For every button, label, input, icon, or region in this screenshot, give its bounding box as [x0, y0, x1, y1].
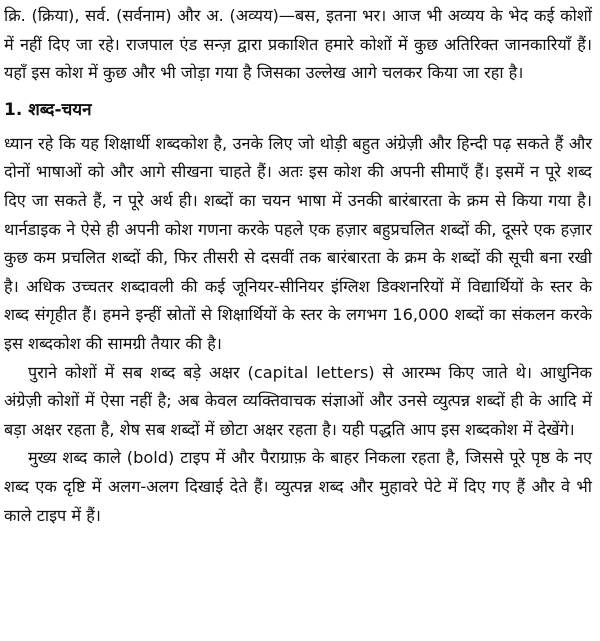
body-paragraph-bold-type: मुख्य शब्द काले (bold) टाइप में और पैराग्राफ़ के बाहर निकला रहता है, जिससे पूरे पृष्ठ के नए शब्द एक दृष्टि में अलग-अलग दिखाई देते हैं। व्युत्पन्न शब्द और मुहावरे पेटे में दिए गए हैं और वे भी काले टाइप में हैं। — [4, 448, 592, 525]
body-paragraph-capital-letters: पुराने कोशों में सब शब्द बड़े अक्षर (capital letters) से आरम्भ किए जाते थे। आधुनिक अंग्रेज़ी कोशों में ऐसा नहीं है; अब केवल व्यक्तिवाचक संज्ञाओं और उनसे व्युत्पन्न शब्दों ही के आदि में बड़ा अक्षर रहता है, शेष सब शब्दों में छोटा अक्षर रहता है। यही पद्धति आप इस शब्दकोश में देखेंगे। — [4, 362, 592, 439]
section-heading: 1. शब्द-चयन — [4, 99, 92, 120]
body-paragraph-word-selection: ध्यान रहे कि यह शिक्षार्थी शब्दकोश है, उनके लिए जो थोड़ी बहुत अंग्रेज़ी और हिन्दी पढ़ सकते हैं और दोनों भाषाओं को और आगे सीखना चाहते हैं। अतः इस कोश की अपनी सीमाएँ हैं। इसमें न पूरे शब्द दिए जा सकते हैं, न पूरे अर्थ ही। शब्दों का चयन भाषा में उनकी बारंबारता के क्रम से किया गया है। थार्नडाइक ने ऐसे ही अपनी कोश गणना करके पहले एक हज़ार बहुप्रचलित शब्दों की, दूसरे एक हज़ार कुछ कम प्रचलित शब्दों की, फिर तीसरी से दसवीं तक बारंबारता के क्रम के शब्दों की सूची बना रखी है। अधिक उच्चतर शब्दावली की कई जूनियर-सीनियर इंग्लिश डिक्शनरियों में विद्यार्थियों के स्तर के शब्द संगृहीत हैं। हमने इन्हीं स्रोतों से शिक्षार्थियों के स्तर के लगभग 16,000 शब्दों का संकलन करके इस शब्दकोश की सामग्री तैयार की है। — [4, 133, 592, 353]
intro-paragraph: क्रि. (क्रिया), सर्व. (सर्वनाम) और अ. (अव्यय)—बस, इतना भर। आज भी अव्यय के भेद कई कोशों में नहीं दिए जा रहे। राजपाल एंड सन्ज़ द्वारा प्रकाशित हमारे कोशों में कुछ अतिरिक्त जानकारियाँ हैं। यहाँ इस कोश में कुछ और भी जोड़ा गया है जिसका उल्लेख आगे चलकर किया जा रहा है। — [4, 6, 592, 83]
